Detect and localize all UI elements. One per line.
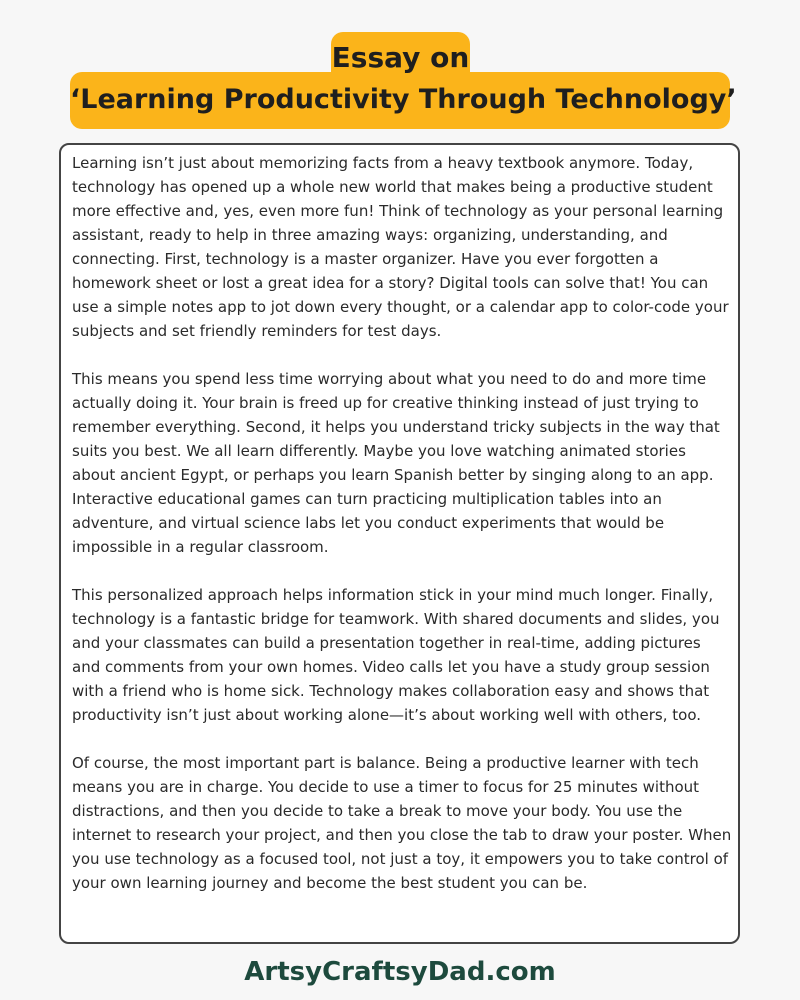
title-line-1: Essay on (331, 41, 470, 74)
essay-paragraph-2: This means you spend less time worrying about what you need to do and more time actually doing it. Your brain is freed up for creative thinking instead of just trying to remember everything. Second, it helps you understand tricky subjects in the way that suits you best. We all learn differently. Maybe you love watching animated stories about ancient Egypt, or perhaps you learn Spanish better by singing along to an app. Interactive educational games can turn practicing multiplication tables into an adventure, and virtual science labs let you conduct experiments that would be impossible in a regular classroom. (72, 370, 720, 556)
essay-paragraph-4: Of course, the most important part is balance. Being a productive learner with tech means you are in charge. You decide to use a timer to focus for 25 minutes without distractions, and then you decide to take a break to move your body. You use the internet to research your project, and then you close the tab to draw your poster. When you use technology as a focused tool, not just a toy, it empowers you to take control of your own learning journey and become the best student you can be. (72, 754, 732, 892)
essay-box (59, 143, 740, 944)
essay-paragraph-1: Learning isn’t just about memorizing facts from a heavy textbook anymore. Today, technology has opened up a whole new world that makes being a productive student more effective and, yes, even more fun! Think of technology as your personal learning assistant, ready to help in three amazing ways: organizing, understanding, and connecting. First, technology is a master organizer. Have you ever forgotten a homework sheet or lost a great idea for a story? Digital tools can solve that! You can use a simple notes app to jot down every thought, or a calendar app to color-code your subjects and set friendly reminders for test days. (72, 154, 729, 340)
essay-paragraph-3: This personalized approach helps information stick in your mind much longer. Finally, technology is a fantastic bridge for teamwork. With shared documents and slides, you and your classmates can build a presentation together in real-time, adding pictures and comments from your own homes. Video calls let you have a study group session with a friend who is home sick. Technology makes collaboration easy and shows that productivity isn’t just about working alone—it’s about working well with others, too. (72, 586, 720, 724)
footer-brand: ArtsyCraftsyDad.com (244, 957, 556, 987)
page-title: ‘Learning Productivity Through Technology’ (70, 84, 737, 115)
